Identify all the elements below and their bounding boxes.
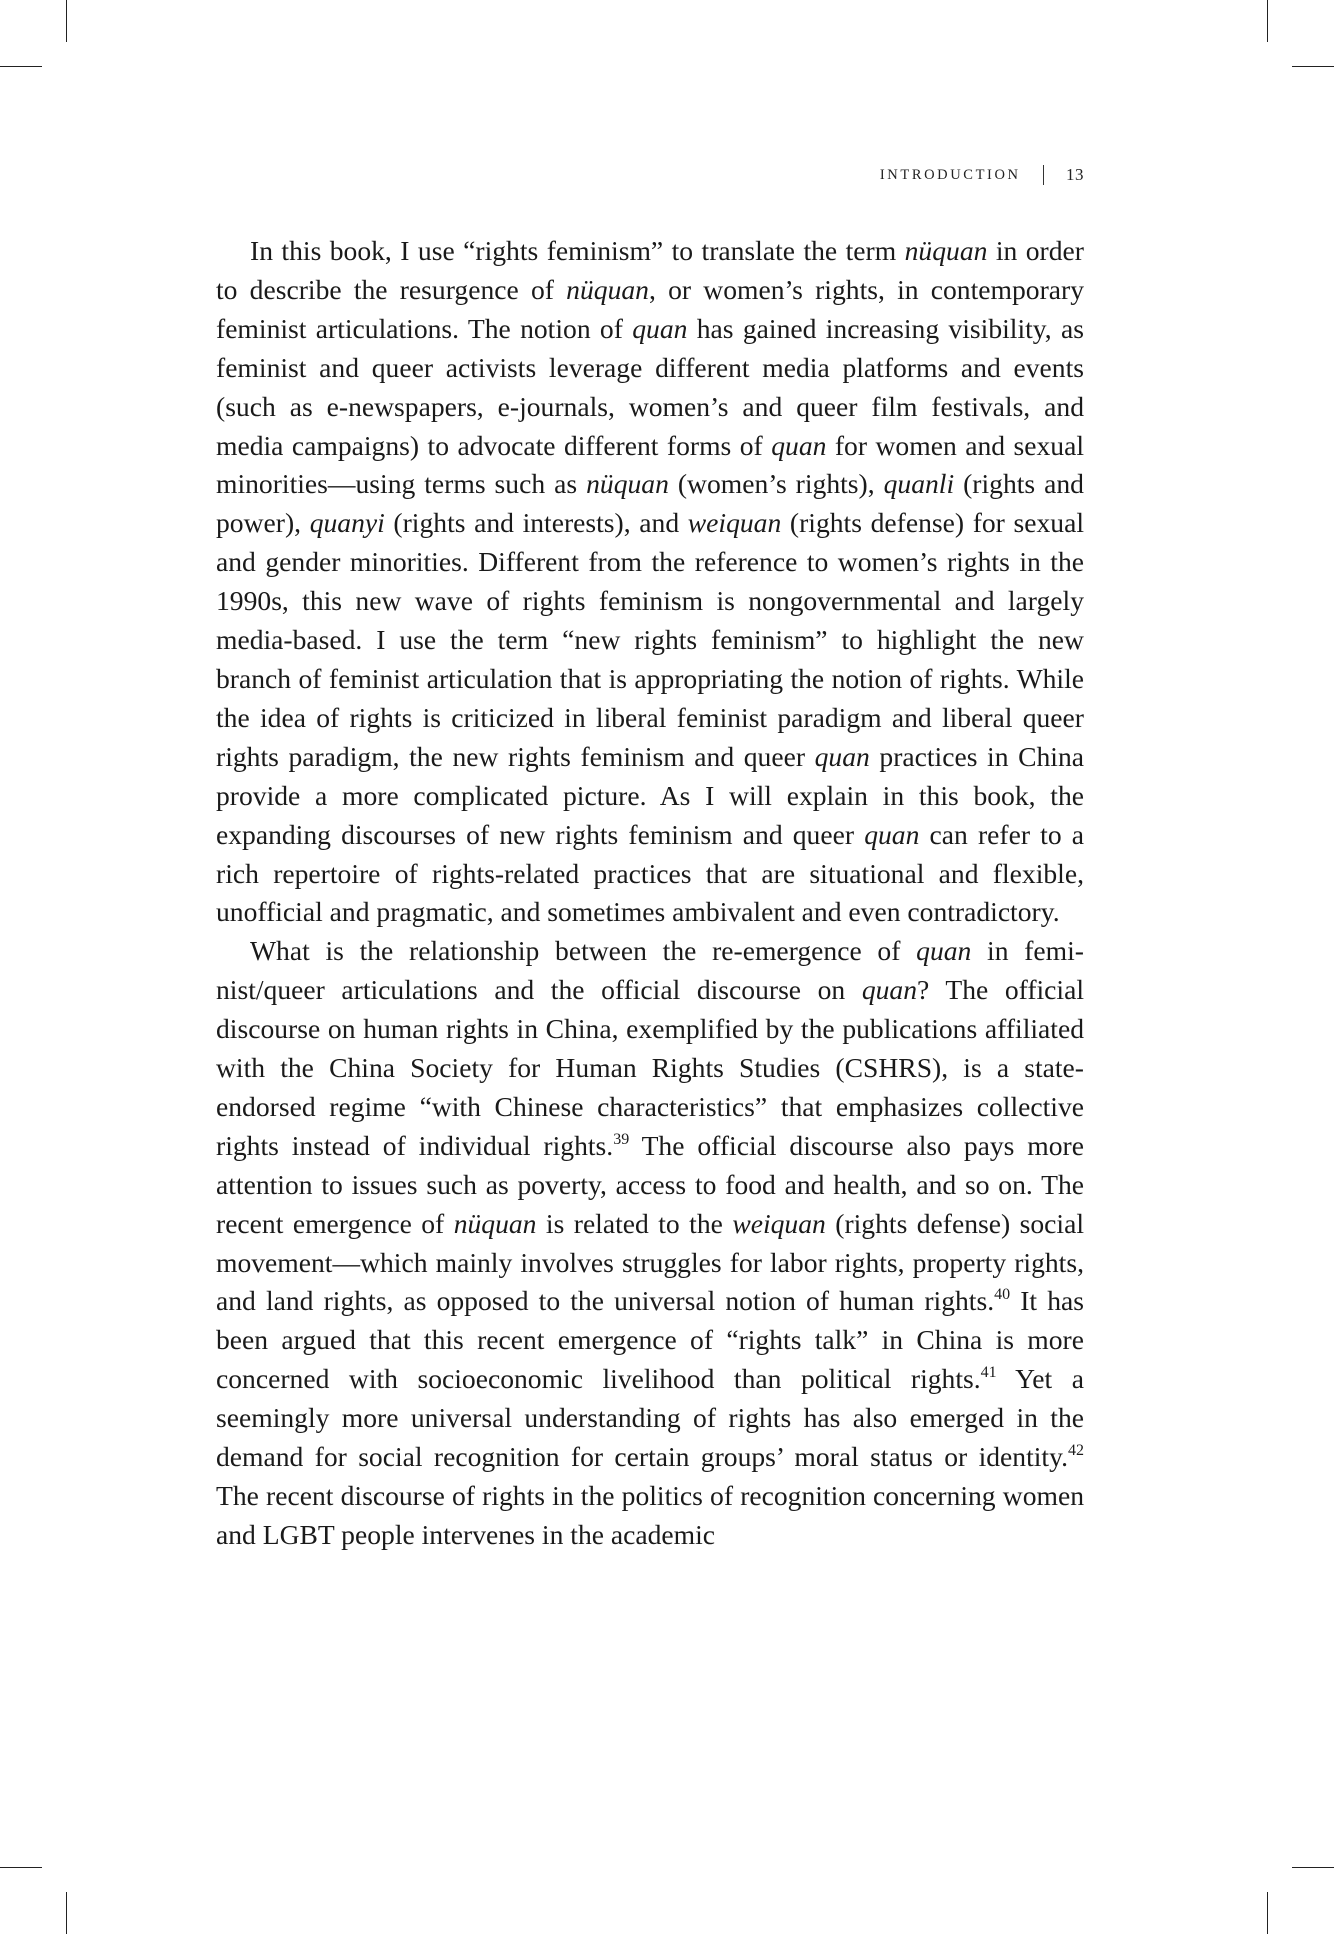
italic-term: quanli (883, 468, 955, 500)
footnote-ref: 39 (613, 1130, 630, 1148)
running-head-title: INTRODUCTION (879, 166, 1021, 183)
italic-term: quan (916, 935, 972, 967)
text-run: It has been argued that this recent emergence of “rights talk” in China is more concerned with socioeconomic livelihood than political rights. (216, 1285, 1084, 1395)
text-run: In this book, I use “rights feminism” to translate the term (250, 235, 905, 266)
footnote-ref: 41 (980, 1364, 997, 1382)
italic-term: quan (771, 429, 827, 461)
text-run: practices in China provide a more complicated picture. As I will explain in this book, the expanding discourses of new rights feminism and queer (216, 740, 1085, 850)
italic-term: quan (814, 740, 870, 772)
text-run: (rights defense) for sexual and gender minorities. Different from the reference to women’s rights in the 1990s, this new wave of rights feminism is nongovernmental and largely media-based. I use the term “new rights feminism” to highlight the new branch of feminist articulation that is appropriating the notion of rights. While the idea of rights is criticized in liberal feminist paradigm and liberal queer rights paradigm, the new rights feminism and queer (216, 507, 1084, 772)
footnote-ref: 40 (994, 1286, 1011, 1304)
page-number: 13 (1066, 165, 1084, 184)
text-run: has gained increasing visibility, as feminist and queer activists leverage different media platforms and events (such as e-newspapers, e-journals, women’s and queer film festivals, and media campaigns) to advocate different forms of (216, 312, 1084, 461)
italic-term: quan (632, 312, 688, 344)
crop-mark-top-left-vertical (66, 0, 67, 42)
italic-term: nüquan (566, 273, 649, 305)
text-run: The recent discourse of rights in the politics of recognition concerning women and LGBT people intervenes in the academic (216, 1480, 1084, 1550)
text-run: The official discourse also pays more attention to issues such as poverty, access to food and health, and so on. The recent emergence of (216, 1129, 1084, 1239)
text-run: (women’s rights), (668, 468, 884, 500)
text-run: in order to describe the resurgence of (216, 235, 1084, 305)
crop-mark-bottom-right-horizontal (1292, 1867, 1334, 1868)
text-run: (rights and power), (216, 468, 1084, 539)
italic-term: quan (864, 818, 920, 850)
italic-term: nüquan (904, 235, 988, 266)
running-head (880, 165, 1084, 185)
text-run: ? The official discourse on human rights in China, exemplified by the publications affiliated with the China Society for Human Rights Studies (CSHRS), is a state-endorsed regime “with Chinese characteristics” that emphasizes collective rights instead of individual rights. (216, 974, 1084, 1161)
crop-mark-top-left-horizontal (0, 66, 42, 67)
crop-mark-bottom-left-horizontal (0, 1867, 42, 1868)
text-run: What is the relationship between the re-emergence of (250, 935, 917, 967)
italic-term: nüquan (586, 468, 669, 500)
crop-mark-bottom-left-vertical (66, 1892, 67, 1934)
crop-mark-top-right-horizontal (1292, 66, 1334, 67)
text-run: (rights defense) social movement—which mainly involves struggles for labor rights, property rights, and land rights, as opposed to the universal notion of human rights. (216, 1207, 1085, 1317)
italic-term: quan (861, 974, 918, 1006)
paragraph (216, 232, 1084, 932)
italic-term: quanyi (309, 507, 385, 539)
crop-mark-bottom-right-vertical (1267, 1892, 1268, 1934)
text-run: in feminist/queer articulations and the official discourse on (216, 935, 1084, 1006)
text-run: Yet a seemingly more universal understanding of rights has also emerged in the demand for social recognition for certain groups’ moral status or identity. (216, 1363, 1084, 1473)
text-run: (rights and interests), and (384, 507, 688, 539)
text-run: is related to the (536, 1207, 733, 1239)
paragraph (216, 932, 1084, 1555)
italic-term: nüquan (453, 1207, 537, 1239)
italic-term: weiquan (687, 507, 782, 539)
text-run: , or women’s rights, in contemporary feminist articulations. The notion of (216, 273, 1084, 344)
running-head-separator (1043, 165, 1044, 185)
italic-term: weiquan (732, 1207, 826, 1239)
text-run: for women and sexual minorities—using terms such as (216, 429, 1084, 500)
body-text (216, 232, 1084, 1555)
footnote-ref: 42 (1068, 1442, 1084, 1460)
crop-mark-top-right-vertical (1267, 0, 1268, 42)
text-run: can refer to a rich repertoire of rights-related practices that are situational and flexible, unofficial and pragmatic, and sometimes ambivalent and even contradictory. (216, 818, 1084, 928)
